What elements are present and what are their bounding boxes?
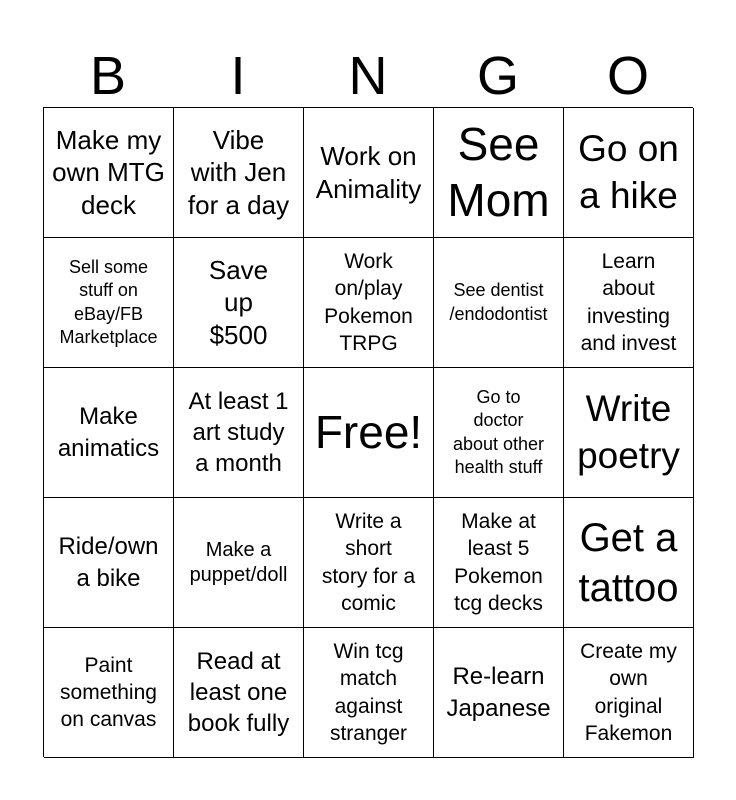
bingo-cell[interactable] (434, 628, 564, 758)
cell-text: Go on a hike (578, 127, 679, 216)
header-letter-b: B (89, 46, 127, 106)
cell-text: Make my own MTG deck (52, 124, 165, 220)
cell-text: Re-learn Japanese (446, 663, 551, 722)
header-letter-o: O (606, 46, 649, 106)
bingo-cell[interactable] (434, 238, 564, 368)
bingo-cell[interactable] (174, 498, 304, 628)
free-space-cell[interactable] (304, 368, 434, 498)
bingo-cell[interactable] (564, 368, 694, 498)
cell-text: Make animatics (57, 403, 160, 462)
bingo-cell[interactable] (564, 238, 694, 368)
cell-text: Get a tattoo (578, 515, 679, 610)
bingo-cell[interactable] (304, 238, 434, 368)
header-letter-g: G (476, 46, 519, 106)
bingo-cell[interactable] (434, 368, 564, 498)
bingo-cell[interactable] (174, 238, 304, 368)
bingo-cell[interactable] (44, 238, 174, 368)
cell-text: Make at least 5 Pokemon tcg decks (454, 509, 543, 615)
bingo-cell[interactable] (174, 108, 304, 238)
cell-text: Paint something on canvas (60, 653, 157, 732)
bingo-cell[interactable] (564, 628, 694, 758)
bingo-cell[interactable] (564, 498, 694, 628)
bingo-cell[interactable] (44, 108, 174, 238)
bingo-board (43, 107, 693, 757)
bingo-cell[interactable] (564, 108, 694, 238)
header-letter-i: I (230, 46, 246, 106)
header-letter-n: N (348, 46, 388, 106)
cell-text: Make a puppet/doll (189, 538, 288, 586)
bingo-cell[interactable] (304, 108, 434, 238)
cell-text: Read at least one book fully (187, 647, 290, 738)
bingo-cell[interactable] (174, 368, 304, 498)
cell-text: Free! (314, 405, 423, 458)
cell-text: Sell some stuff on eBay/FB Marketplace (59, 256, 158, 347)
cell-text: Write poetry (577, 387, 680, 476)
bingo-cell[interactable] (44, 628, 174, 758)
cell-text: Create my own original Fakemon (580, 639, 677, 745)
bingo-cell[interactable] (304, 498, 434, 628)
cell-text: See Mom (447, 118, 550, 226)
bingo-cell[interactable] (44, 368, 174, 498)
cell-text: Win tcg match against stranger (329, 639, 408, 745)
bingo-cell[interactable] (304, 628, 434, 758)
cell-text: Vibe with Jen for a day (187, 124, 290, 220)
cell-text: Learn about investing and invest (580, 249, 677, 355)
bingo-header (43, 42, 693, 108)
cell-text: Write a short story for a comic (321, 509, 416, 615)
cell-text: Go to doctor about other health stuff (452, 386, 545, 477)
cell-text: Save up $500 (208, 254, 269, 350)
bingo-cell[interactable] (434, 498, 564, 628)
bingo-cell[interactable] (434, 108, 564, 238)
bingo-cell[interactable] (44, 498, 174, 628)
cell-text: Ride/own a bike (58, 533, 159, 592)
bingo-cell[interactable] (174, 628, 304, 758)
cell-text: Work on/play Pokemon TRPG (324, 249, 413, 355)
cell-text: Work on Animality (315, 141, 422, 204)
cell-text: At least 1 art study a month (188, 387, 289, 478)
cell-text: See dentist /endodontist (449, 280, 548, 324)
